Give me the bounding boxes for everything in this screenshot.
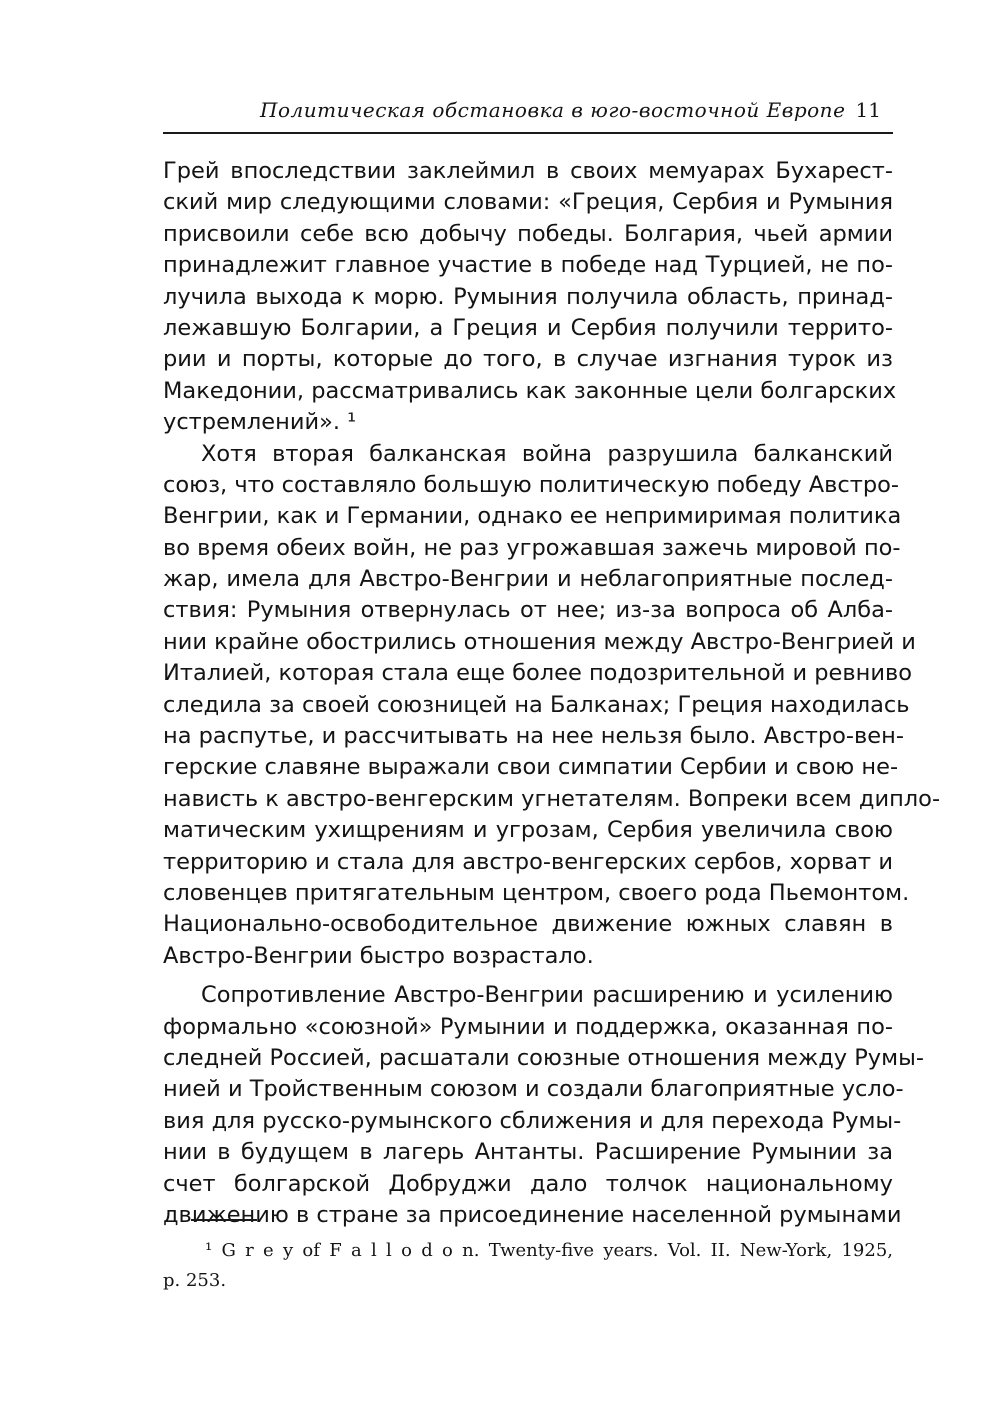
running-header: [163, 92, 893, 134]
text-line: нии в будущем в лагерь Антанты. Расширение Румынии за: [163, 1139, 893, 1166]
text-line: принадлежит главное участие в победе над Турцией, не по-: [163, 252, 893, 279]
footnote: [163, 1236, 893, 1296]
text-line: Австро-Венгрии быстро возрастало.: [163, 942, 594, 969]
text-line: устремлений». ¹: [163, 409, 357, 436]
text-line: Хотя вторая балканская война разрушила балканский: [201, 440, 893, 467]
text-line: во время обеих войн, не раз угрожавшая зажечь мировой по-: [163, 534, 901, 561]
text-line: следила за своей союзницей на Балканах; Греция находилась: [163, 691, 910, 718]
text-line: присвоили себе всю добычу победы. Болгария, чьей армии: [163, 220, 893, 247]
text-line: матическим ухищрениям и угрозам, Сербия увеличила свою: [163, 817, 893, 844]
text-line: Грей впоследствии заклеймил в своих мемуарах Бухарест-: [163, 158, 893, 184]
text-line: лежавшую Болгарии, а Греция и Сербия получили террито-: [163, 314, 893, 341]
text-line: герские славяне выражали свои симпатии Сербии и свою не-: [163, 754, 899, 781]
text-line: лучила выхода к морю. Румыния получила область, принад-: [163, 283, 893, 310]
text-line: Италией, которая стала еще более подозрительной и ревниво: [163, 660, 912, 687]
running-title: Политическая обстановка в юго-восточной Европе: [260, 98, 846, 122]
paragraph-gap: [163, 972, 893, 980]
text-line: ский мир следующими словами: «Греция, Сербия и Румыния: [163, 189, 893, 216]
text-line: на распутье, и рассчитывать на нее нельзя было. Австро-вен-: [163, 723, 904, 750]
text-line: нависть к австро-венгерским угнетателям. Вопреки всем дипло-: [163, 785, 941, 812]
footnote-divider: [191, 1219, 257, 1221]
paragraph-2: [163, 439, 941, 973]
text-line: территорию и стала для австро-венгерских сербов, хорват и: [163, 848, 893, 875]
text-line: ствия: Румыния отвернулась от нее; из-за вопроса об Алба-: [163, 597, 893, 624]
text-line: нии крайне обострились отношения между Австро-Венгрией и: [163, 628, 916, 655]
text-line: Сопротивление Австро-Венгрии расширению и усилению: [201, 982, 893, 1009]
paragraph-1: [163, 156, 897, 439]
text-line: нией и Тройственным союзом и создали благоприятные усло-: [163, 1076, 904, 1103]
text-line: рии и порты, которые до того, в случае изгнания турок из: [163, 346, 893, 373]
page-number: 11: [855, 98, 881, 122]
body-text: [163, 156, 941, 1231]
footnote-line: ¹ G r e y of F a l l o d o n. Twenty-five years. Vol. II. New-York, 1925,: [205, 1240, 893, 1261]
text-line: вия для русско-румынского сближения и для перехода Румы-: [163, 1107, 902, 1134]
paragraph-3: [163, 980, 924, 1231]
text-line: следней Россией, расшатали союзные отношения между Румы-: [163, 1044, 924, 1071]
text-line: жар, имела для Австро-Венгрии и неблагоприятные послед-: [163, 566, 893, 593]
text-line: счет болгарской Добруджи дало толчок национальному: [163, 1170, 893, 1197]
text-line: движению в стране за присоединение населенной румынами: [163, 1201, 902, 1228]
text-line: словенцев притягательным центром, своего рода Пьемонтом.: [163, 879, 910, 906]
text-line: Национально-освободительное движение южных славян в: [163, 911, 893, 938]
footnote-line: p. 253.: [163, 1270, 227, 1291]
text-line: Македонии, рассматривались как законные цели болгарских: [163, 377, 897, 404]
text-line: союз, что составляло большую политическую победу Австро-: [163, 471, 900, 498]
text-line: формально «союзной» Румынии и поддержка, оказанная по-: [163, 1013, 893, 1040]
text-line: Венгрии, как и Германии, однако ее непримиримая политика: [163, 503, 902, 530]
